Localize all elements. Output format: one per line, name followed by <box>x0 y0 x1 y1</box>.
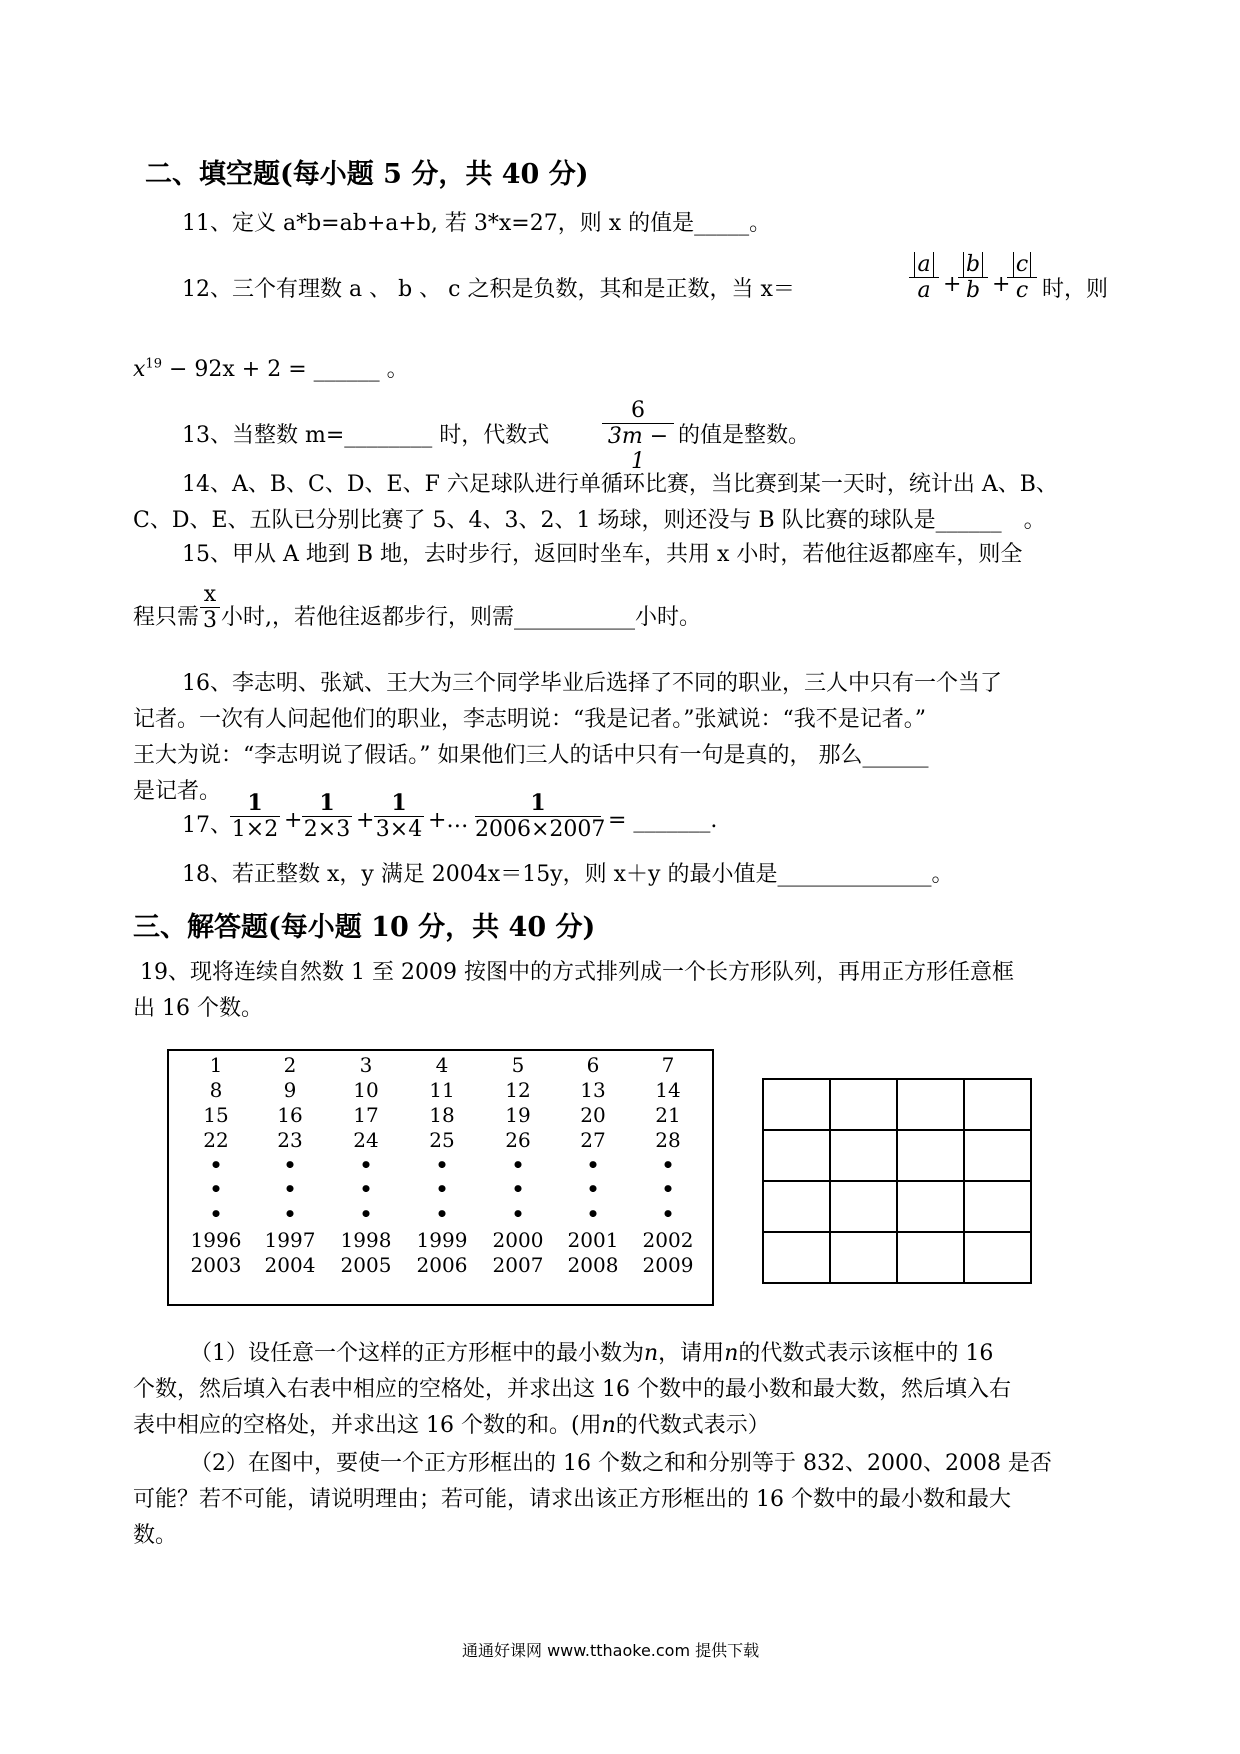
grid-cell[interactable] <box>964 1181 1031 1232</box>
q12-frac-b: b b <box>958 252 988 303</box>
grid-cell[interactable] <box>897 1130 964 1181</box>
sequence-cell: • <box>661 1202 675 1226</box>
sequence-cell: 25 <box>429 1128 455 1152</box>
q17-frac-3: 1 3×4 <box>375 790 423 842</box>
q16-line4: 是记者。 <box>133 779 222 804</box>
sequence-cell: • <box>586 1202 600 1226</box>
question-12-text: 12、三个有理数 a 、 b 、 c 之积是负数，其和是正数，当 x＝ <box>182 277 795 302</box>
sequence-cell: 1 <box>209 1053 223 1077</box>
sequence-cell: 10 <box>353 1078 379 1102</box>
sequence-cell: • <box>283 1202 297 1226</box>
q12-plus-2: + <box>992 272 1011 297</box>
grid-cell[interactable] <box>897 1232 964 1283</box>
q15-frac: x 3 <box>200 582 220 633</box>
q17-frac-4: 1 2006×2007 <box>475 790 606 842</box>
sequence-cell: • <box>209 1177 223 1201</box>
sequence-cell: 2005 <box>340 1253 392 1277</box>
grid-cell[interactable] <box>830 1232 897 1283</box>
sequence-cell: 12 <box>505 1078 531 1102</box>
q19-part2-line1: （2）在图中，要使一个正方形框出的 16 个数之和和分别等于 832、2000、2008 是否 <box>190 1451 1052 1476</box>
q19-line2: 出 16 个数。 <box>133 996 263 1021</box>
question-18: 18、若正整数 x，y 满足 2004x＝15y，则 x＋y 的最小值是______________。 <box>182 862 954 887</box>
sequence-cell: 1999 <box>416 1228 468 1252</box>
sequence-cell: • <box>511 1153 525 1177</box>
sequence-cell: 5 <box>511 1053 525 1077</box>
q16-line3: 王大为说：“李志明说了假话。” 如果他们三人的话中只有一句是真的， 那么______ <box>133 743 929 768</box>
sequence-cell: 16 <box>277 1103 303 1127</box>
sequence-cell: • <box>586 1177 600 1201</box>
sequence-cell: 7 <box>661 1053 675 1077</box>
sequence-cell: 1996 <box>190 1228 242 1252</box>
sequence-cell: 2000 <box>492 1228 544 1252</box>
sequence-cell: 2006 <box>416 1253 468 1277</box>
sequence-cell: 27 <box>580 1128 606 1152</box>
sequence-cell: 9 <box>283 1078 297 1102</box>
sequence-cell: 21 <box>655 1103 681 1127</box>
grid-cell[interactable] <box>763 1079 830 1130</box>
q17-label: 17、 <box>182 813 232 838</box>
q17-frac-1: 1 1×2 <box>231 790 279 842</box>
grid-cell[interactable] <box>897 1181 964 1232</box>
sequence-cell: • <box>209 1202 223 1226</box>
q12-line2: $x^{19} - 92x + 2$ = ______ 。 <box>133 356 409 382</box>
sequence-cell: • <box>511 1202 525 1226</box>
sequence-cell: 14 <box>655 1078 681 1102</box>
sequence-cell: • <box>586 1153 600 1177</box>
question-11: 11、定义 a*b=ab+a+b, 若 3*x=27，则 x 的值是_____。 <box>182 211 772 236</box>
q12-frac-a: a a <box>909 252 939 303</box>
sequence-cell: • <box>283 1177 297 1201</box>
sequence-cell: • <box>661 1177 675 1201</box>
sequence-cell: • <box>209 1153 223 1177</box>
q17-dots: +… <box>428 808 469 833</box>
sequence-cell: 19 <box>505 1103 531 1127</box>
grid-cell[interactable] <box>830 1130 897 1181</box>
grid-cell[interactable] <box>763 1232 830 1283</box>
q19-line1: 19、现将连续自然数 1 至 2009 按图中的方式排列成一个长方形队列，再用正方形任意框 <box>140 960 1014 985</box>
sequence-cell: • <box>435 1202 449 1226</box>
q19-part2-line3: 数。 <box>133 1523 178 1548</box>
q15-pre: 程只需 <box>133 605 200 630</box>
q14-line1: 14、A、B、C、D、E、F 六足球队进行单循环比赛，当比赛到某一天时，统计出 A、B、 <box>182 472 1058 497</box>
q14-line2: C、D、E、五队已分别比赛了 5、4、3、2、1 场球，则还没与 B 队比赛的球队是______ 。 <box>133 508 1046 533</box>
q16-line2: 记者。一次有人问起他们的职业，李志明说：“我是记者。”张斌说：“我不是记者。” <box>133 707 926 732</box>
sequence-cell: 2 <box>283 1053 297 1077</box>
sequence-cell: • <box>283 1153 297 1177</box>
sequence-cell: 8 <box>209 1078 223 1102</box>
q19-part1-line1: （1）设任意一个这样的正方形框中的最小数为n，请用n的代数式表示该框中的 16 <box>190 1341 994 1366</box>
grid-cell[interactable] <box>897 1079 964 1130</box>
grid-cell[interactable] <box>964 1130 1031 1181</box>
sequence-cell: • <box>435 1177 449 1201</box>
grid-cell[interactable] <box>763 1181 830 1232</box>
sequence-cell: 2003 <box>190 1253 242 1277</box>
q13-pre: 13、当整数 m=________ 时，代数式 <box>182 423 550 448</box>
q19-part1-line2: 个数，然后填入右表中相应的空格处，并求出这 16 个数中的最小数和最大数，然后填入右 <box>133 1377 1011 1402</box>
sequence-cell: 2002 <box>642 1228 694 1252</box>
sequence-cell: • <box>359 1153 373 1177</box>
q12-tail: 时，则 <box>1042 277 1109 302</box>
sequence-cell: 2009 <box>642 1253 694 1277</box>
sequence-cell: 1997 <box>264 1228 316 1252</box>
sequence-cell: 22 <box>203 1128 229 1152</box>
sequence-cell: • <box>661 1153 675 1177</box>
section-3-title: 三、解答题(每小题 10 分，共 40 分) <box>133 912 596 943</box>
sequence-cell: • <box>359 1177 373 1201</box>
grid-cell[interactable] <box>763 1130 830 1181</box>
q19-part2-line2: 可能？若不可能，请说明理由；若可能，请求出该正方形框出的 16 个数中的最小数和最大 <box>133 1487 1011 1512</box>
sequence-cell: 18 <box>429 1103 455 1127</box>
sequence-cell: 20 <box>580 1103 606 1127</box>
sequence-cell: 6 <box>586 1053 600 1077</box>
sequence-cell: 4 <box>435 1053 449 1077</box>
sequence-cell: 11 <box>429 1078 455 1102</box>
grid-cell[interactable] <box>964 1079 1031 1130</box>
sequence-cell: 1998 <box>340 1228 392 1252</box>
q16-line1: 16、李志明、张斌、王大为三个同学毕业后选择了不同的职业，三人中只有一个当了 <box>182 671 1002 696</box>
sequence-cell: • <box>511 1177 525 1201</box>
sequence-cell: 26 <box>505 1128 531 1152</box>
q17-frac-2: 1 2×3 <box>303 790 351 842</box>
grid-cell[interactable] <box>830 1079 897 1130</box>
footer-source: 通通好课网 www.tthaoke.com 提供下载 <box>462 1641 760 1660</box>
q13-post: 的值是整数。 <box>678 423 811 448</box>
sequence-cell: 28 <box>655 1128 681 1152</box>
q12-frac-c: c c <box>1007 252 1037 303</box>
q13-frac: 6 3m − 1 <box>602 398 674 474</box>
q15-line1: 15、甲从 A 地到 B 地，去时步行，返回时坐车，共用 x 小时，若他往返都座车，则全 <box>182 542 1023 567</box>
number-sequence-table <box>167 1049 714 1306</box>
sequence-cell: • <box>435 1153 449 1177</box>
sequence-cell: • <box>359 1202 373 1226</box>
sequence-cell: 2004 <box>264 1253 316 1277</box>
q15-post: 小时,，若他往返都步行，则需___________小时。 <box>221 605 701 630</box>
q17-plus-2: + <box>356 808 375 833</box>
sequence-cell: 2007 <box>492 1253 544 1277</box>
sequence-cell: 15 <box>203 1103 229 1127</box>
sequence-cell: 17 <box>353 1103 379 1127</box>
q19-part1-line3: 表中相应的空格处，并求出这 16 个数的和。(用n的代数式表示） <box>133 1413 770 1438</box>
q17-tail: = _______. <box>608 808 718 833</box>
sequence-cell: 23 <box>277 1128 303 1152</box>
sequence-cell: 24 <box>353 1128 379 1152</box>
q17-plus-1: + <box>284 808 303 833</box>
answer-grid <box>762 1078 1032 1284</box>
q12-plus-1: + <box>943 272 962 297</box>
grid-cell[interactable] <box>964 1232 1031 1283</box>
sequence-cell: 2008 <box>567 1253 619 1277</box>
sequence-cell: 3 <box>359 1053 373 1077</box>
sequence-cell: 13 <box>580 1078 606 1102</box>
grid-cell[interactable] <box>830 1181 897 1232</box>
sequence-cell: 2001 <box>567 1228 619 1252</box>
section-2-title: 二、填空题(每小题 5 分，共 40 分) <box>145 159 589 190</box>
